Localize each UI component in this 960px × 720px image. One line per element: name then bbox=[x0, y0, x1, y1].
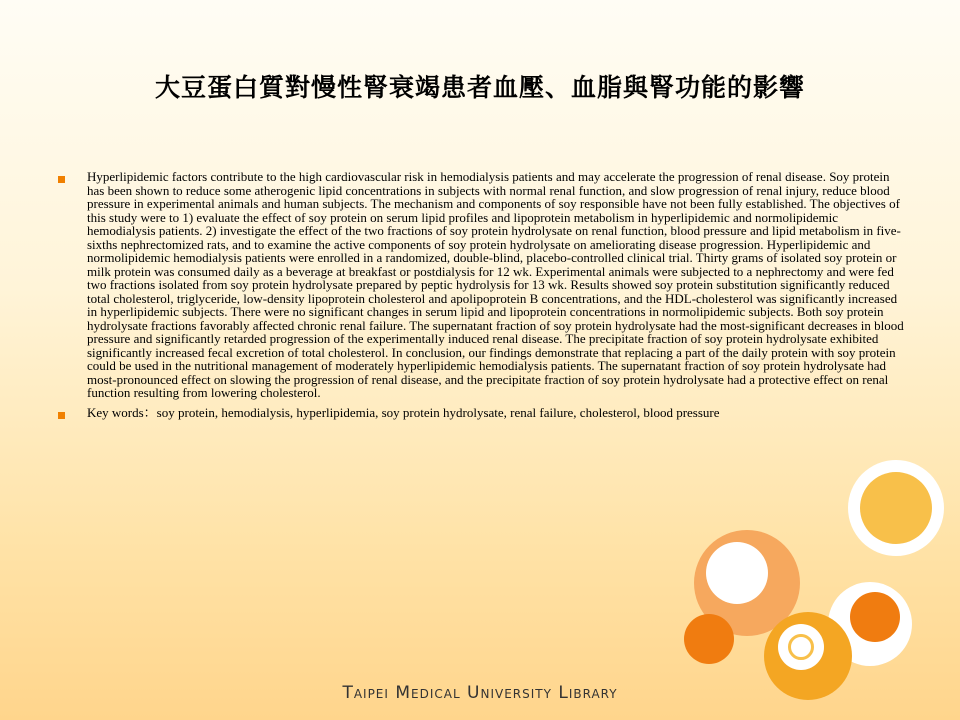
slide-title: 大豆蛋白質對慢性腎衰竭患者血壓、血脂與腎功能的影響 bbox=[154, 73, 805, 102]
bullet-item-abstract bbox=[58, 170, 906, 400]
circle-gold-large bbox=[860, 472, 932, 544]
square-bullet-icon bbox=[58, 176, 65, 183]
abstract-text: Hyperlipidemic factors contribute to the high cardiovascular risk in hemodialysis patients and may accelerate the progression of renal disease. Soy protein has been shown to reduce some atherogenic lipid concentrations in subjects with normal renal function, and slow progression of renal injury, reduce blood pressure in experimental animals and human subjects. The mechanism and components of soy responsible have not been fully established. The objectives of this study were to 1) evaluate the effect of soy protein on serum lipid profiles and lipoprotein metabolism in hyperlipidemic and normolipidemic hemodialysis patients. 2) investigate the effect of the two fractions of soy protein hydrolysate on renal function, blood pressure and lipid metabolism in five-sixths nephrectomized rats, and to examine the active components of soy protein hydrolysate on ameliorating disease progression. Hyperlipidemic and normolipidemic hemodialysis patients were enrolled in a randomized, double-blind, placebo-controlled clinical trial. Thirty grams of isolated soy protein or milk protein was consumed daily as a beverage at breakfast or postdialysis for 12 wk. Experimental animals were subjected to a nephrectomy and were fed two fractions isolated from soy protein hydrolysate prepared by peptic hydrolysis for 13 wk. Results showed soy protein substitution significantly reduced total cholesterol, triglyceride, low-density lipoprotein cholesterol and apolipoprotein B concentrations, and the HDL-cholesterol was significantly increased in hyperlipidemic subjects. There were no significant changes in serum lipid and lipoprotein concentrations in normolipidemic subjects. Both soy protein hydrolysate fractions favorably affected chronic renal failure. The supernatant fraction of soy protein hydrolysate had the most-significant decreases in blood pressure and significantly retarded progression of the experimentally induced renal disease. The precipitate fraction of soy protein hydrolysate exhibited significantly increased fecal excretion of total cholesterol. In conclusion, our findings demonstrate that replacing a part of the daily protein with soy protein could be used in the nutritional management of moderately hyperlipidemic hemodialysis patients. The supernatant fraction of soy protein hydrolysate had most-pronounced effect on slowing the progression of renal disease, and the precipitate fraction of soy protein hydrolysate had a protective effect on renal function resulting from lowering cholesterol. bbox=[87, 169, 904, 400]
decorative-circles bbox=[680, 450, 960, 700]
circle-orange-right bbox=[850, 592, 900, 642]
bullet-item-keywords bbox=[58, 406, 906, 420]
footer-library-name: Taipei Medical University Library bbox=[342, 683, 618, 703]
circle-white-center bbox=[706, 542, 768, 604]
square-bullet-icon bbox=[58, 412, 65, 419]
circle-small-center bbox=[788, 634, 814, 660]
bullet-list bbox=[58, 170, 906, 425]
keywords-text: Key words：soy protein, hemodialysis, hyperlipidemia, soy protein hydrolysate, renal failure, cholesterol, blood pressure bbox=[87, 404, 720, 420]
circle-orange-small bbox=[684, 614, 734, 664]
